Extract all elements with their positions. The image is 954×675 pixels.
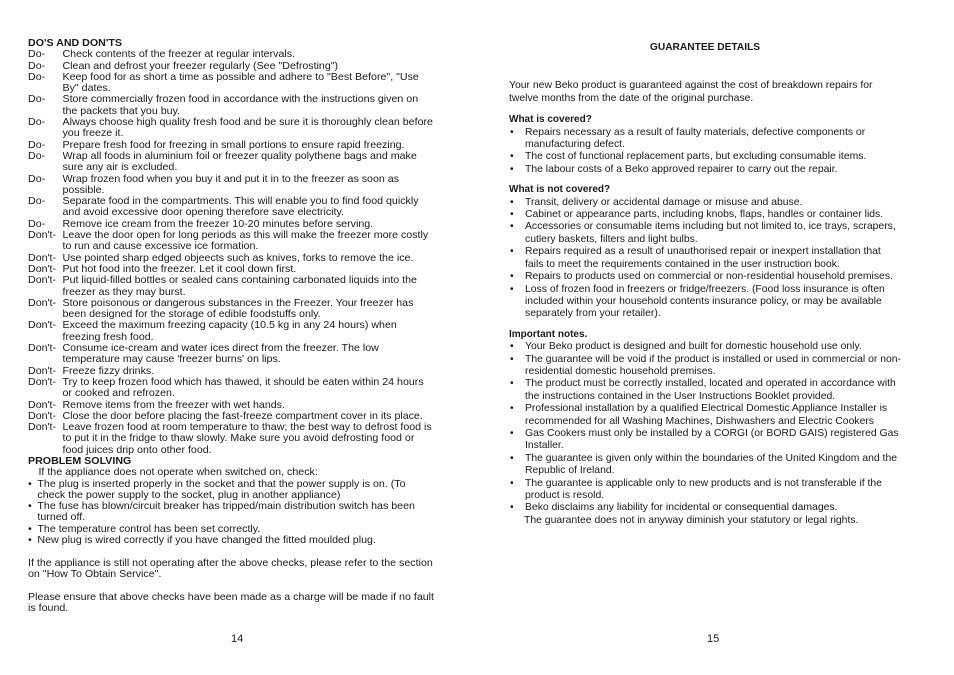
problem-check-text: The plug is inserted properly in the socket and that the power supply is on. (To check the power supply to the socket, plug in another appliance) [37,478,406,501]
item-text: Consume ice-cream and water ices direct from the freezer. The low temperature may cause 'freezer burns' on lips. [62,343,379,366]
dos-donts-item [28,275,436,298]
bullet-icon: • [510,502,514,514]
note-item-text: Your Beko product is designed and built for domestic household use only. [525,341,862,353]
dos-donts-list [28,49,436,456]
item-text: Put hot food into the freezer. Let it cool down first. [62,263,297,275]
service-paragraph: If the appliance is still not operating after the above checks, please refer to the section on "How To Obtain Service". [28,557,433,580]
item-text: Leave the door open for long periods as this will make the freezer more costly to run and cause excessive ice formation. [62,230,429,253]
item-label: Do- [28,173,46,185]
covered-list [509,127,901,177]
item-text: Exceed the maximum freezing capacity (10.5 kg in any 24 hours) when freezing fresh food. [62,320,397,343]
item-label: Do- [28,94,46,106]
item-text: Prepare fresh food for freezing in small portions to ensure rapid freezing. [62,139,405,151]
problem-check-text: The temperature control has been set correctly. [37,523,261,535]
bullet-icon: • [510,353,514,365]
dos-donts-item [28,422,436,456]
note-item [509,341,901,353]
item-label: Do- [28,196,46,208]
not-covered-heading: What is not covered? [509,184,611,196]
item-text: Separate food in the compartments. This will enable you to find food quickly and avoid excessive door opening therefore save electricity. [62,196,419,219]
item-label: Do- [28,49,46,61]
problem-check-text: The fuse has blown/circuit breaker has tripped/main distribution switch has been turned off. [37,501,415,524]
statutory-rights-line: The guarantee does not in anyway diminish your statutory or legal rights. [524,514,859,526]
problem-solving-list [28,479,436,547]
dos-donts-item [28,61,436,72]
bullet-icon: • [28,535,32,547]
dos-donts-item [28,196,436,219]
problem-check-item [28,479,436,502]
note-item [509,403,901,428]
item-label: Don't- [28,343,57,355]
item-text: Wrap all foods in aluminium foil or freezer quality polythene bags and make sure any air is excluded. [62,150,417,174]
section-title: GUARANTEE DETAILS [649,42,761,53]
dos-donts-item [28,219,436,230]
note-item [509,354,901,379]
not-covered-item [509,209,901,221]
not-covered-item-text: Transit, delivery or accidental damage or misuse and abuse. [525,196,803,208]
dos-donts-item [28,264,436,275]
item-text: Freeze fizzy drinks. [62,365,155,377]
bullet-icon: • [510,452,514,464]
dos-donts-item [28,400,436,411]
page-number: 14 [231,633,244,645]
bullet-icon: • [510,126,514,138]
note-item [509,502,901,514]
dos-donts-item [28,94,436,117]
item-text: Store commercially frozen food in accordance with the instructions given on the packets that you buy. [62,94,419,117]
dos-donts-item [28,320,436,343]
bullet-icon: • [28,523,32,535]
note-item [509,428,901,453]
item-label: Don't- [28,399,57,411]
note-item [509,378,901,403]
problem-check-item [28,535,436,546]
item-label: Don't- [28,320,57,332]
item-label: Don't- [28,275,57,287]
item-label: Do- [28,139,46,151]
item-label: Do- [28,150,46,162]
bullet-icon: • [510,196,514,208]
charge-paragraph: Please ensure that above checks have been made as a charge will be made if no fault is found. [28,591,434,614]
item-label: Do- [28,71,46,83]
bullet-icon: • [510,403,514,415]
not-covered-item-text: Accessories or consumable items including but not limited to, ice trays, scrapers, cutlery baskets, filters and light bulbs. [525,221,896,245]
item-label: Don't- [28,297,57,309]
note-item-text: The guarantee will be void if the product is installed or used in commercial or non-residential domestic household premises. [525,353,901,377]
bullet-icon: • [28,478,32,490]
dos-donts-item [28,298,436,321]
guarantee-section [509,42,901,527]
dos-donts-item [28,151,436,174]
item-label: Don't- [28,252,57,264]
item-text: Check contents of the freezer at regular intervals. [62,49,296,61]
item-label: Do- [28,117,46,129]
not-covered-item [509,197,901,209]
item-label: Don't- [28,422,57,434]
bullet-icon: • [510,427,514,439]
not-covered-item-text: Cabinet or appearance parts, including knobs, flaps, handles or container lids. [525,209,884,221]
item-text: Remove items from the freezer with wet hands. [62,399,285,411]
important-notes-heading: Important notes. [509,328,588,340]
item-label: Don't- [28,410,57,422]
item-text: Always choose high quality fresh food and be sure it is thoroughly clean before you freeze it. [62,117,433,140]
dos-donts-item [28,72,436,95]
not-covered-item [509,246,901,271]
bullet-icon: • [510,221,514,233]
note-item-text: The guarantee is given only within the boundaries of the United Kingdom and the Republic of Ireland. [525,452,897,477]
bullet-icon: • [510,246,514,258]
dos-donts-item [28,366,436,377]
bullet-icon: • [510,151,514,163]
item-label: Do- [28,60,46,72]
bullet-icon: • [510,283,514,295]
bullet-icon: • [510,271,514,283]
item-label: Do- [28,218,46,230]
note-item [509,478,901,503]
item-text: Store poisonous or dangerous substances in the Freezer. Your freezer has been designed for the storage of edible foodstuffs only. [62,297,414,321]
section-title: DO'S AND DON'TS [28,38,122,49]
dos-donts-item [28,411,436,422]
dos-donts-item [28,49,436,60]
covered-item-text: The labour costs of a Beko approved repairer to carry out the repair. [525,163,838,175]
covered-heading: What is covered? [509,114,592,126]
dos-donts-item [28,117,436,140]
item-text: Close the door before placing the fast-freeze compartment cover in its place. [62,410,423,422]
problem-solving-intro: If the appliance does not operate when switched on, check: [38,467,318,479]
item-text: Keep food for as short a time as possible and adhere to "Best Before", "Use By" dates. [62,71,419,95]
problem-check-text: New plug is wired correctly if you have changed the fitted moulded plug. [37,535,376,547]
covered-item [509,151,901,163]
not-covered-item [509,221,901,246]
item-label: Don't- [28,376,57,388]
item-text: Try to keep frozen food which has thawed, it should be eaten within 24 hours or cooked and refrozen. [62,376,424,400]
dos-donts-item [28,253,436,264]
item-text: Put liquid-filled bottles or sealed cans containing carbonated liquids into the freezer as they may burst. [62,275,417,298]
dos-donts-item [28,174,436,197]
item-text: Use pointed sharp edged objeects such as knives, forks to remove the ice. [62,252,414,264]
dos-donts-item [28,140,436,151]
item-label: Don't- [28,230,57,242]
item-label: Don't- [28,365,57,377]
bullet-icon: • [510,209,514,221]
note-item-text: Gas Cookers must only be installed by a CORGI (or BORD GAIS) registered Gas Installer. [525,427,899,452]
bullet-icon: • [510,163,514,175]
note-item-text: Professional installation by a qualified Electrical Domestic Appliance Installer is recommended for all Washing Machines, Dishwashers and Electric Cookers [525,403,888,427]
bullet-icon: • [510,378,514,390]
covered-item [509,127,901,152]
dos-donts-item [28,377,436,400]
item-text: Clean and defrost your freezer regularly (See "Defrosting") [62,60,339,72]
note-item-text: Beko disclaims any liability for incidental or consequential damages. [525,502,838,514]
problem-check-item [28,501,436,524]
note-item-text: The product must be correctly installed, located and operated in accordance with the instructions contained in the User Instructions Booklet provided. [525,378,896,402]
problem-check-item [28,524,436,535]
not-covered-item-text: Loss of frozen food in freezers or fridge/freezers. (Food loss insurance is often included within your household contents insurance policy, or may be available separately from your retailer). [525,283,885,320]
covered-item [509,164,901,176]
bullet-icon: • [28,501,32,513]
item-text: Leave frozen food at room temperature to thaw; the best way to defrost food is to put it in the fridge to thaw slowly. Make sure you avoid defrosting food or food juices drip onto other food. [62,422,432,456]
problem-solving-heading: PROBLEM SOLVING [28,455,132,467]
guarantee-intro: Your new Beko product is guaranteed against the cost of breakdown repairs for twelve months from the date of the original purchase. [509,80,873,104]
dos-donts-item [28,343,436,366]
note-item-text: The guarantee is applicable only to new products and is not transferable if the product is resold. [525,477,882,501]
item-text: Remove ice cream from the freezer 10-20 minutes before serving. [62,218,374,230]
not-covered-item-text: Repairs required as a result of unauthorised repair or inexpert installation that fails to meet the requirements contained in the user instruction book. [525,246,881,270]
important-notes-list [509,341,901,515]
not-covered-list [509,197,901,321]
covered-item-text: Repairs necessary as a result of faulty materials, defective components or manufacturing defect. [525,126,866,151]
not-covered-item [509,271,901,283]
item-text: Wrap frozen food when you buy it and put it in to the freezer as soon as possible. [62,173,400,196]
bullet-icon: • [510,341,514,353]
covered-item-text: The cost of functional replacement parts, but excluding consumable items. [525,151,867,163]
page-number: 15 [707,633,720,645]
page-15 [477,0,954,675]
dos-donts-item [28,230,436,253]
note-item [509,453,901,478]
item-label: Don't- [28,263,57,275]
dos-and-donts-section [28,38,436,614]
not-covered-item [509,284,901,321]
bullet-icon: • [510,477,514,489]
not-covered-item-text: Repairs to products used on commercial or non-residential household premises. [525,271,893,283]
